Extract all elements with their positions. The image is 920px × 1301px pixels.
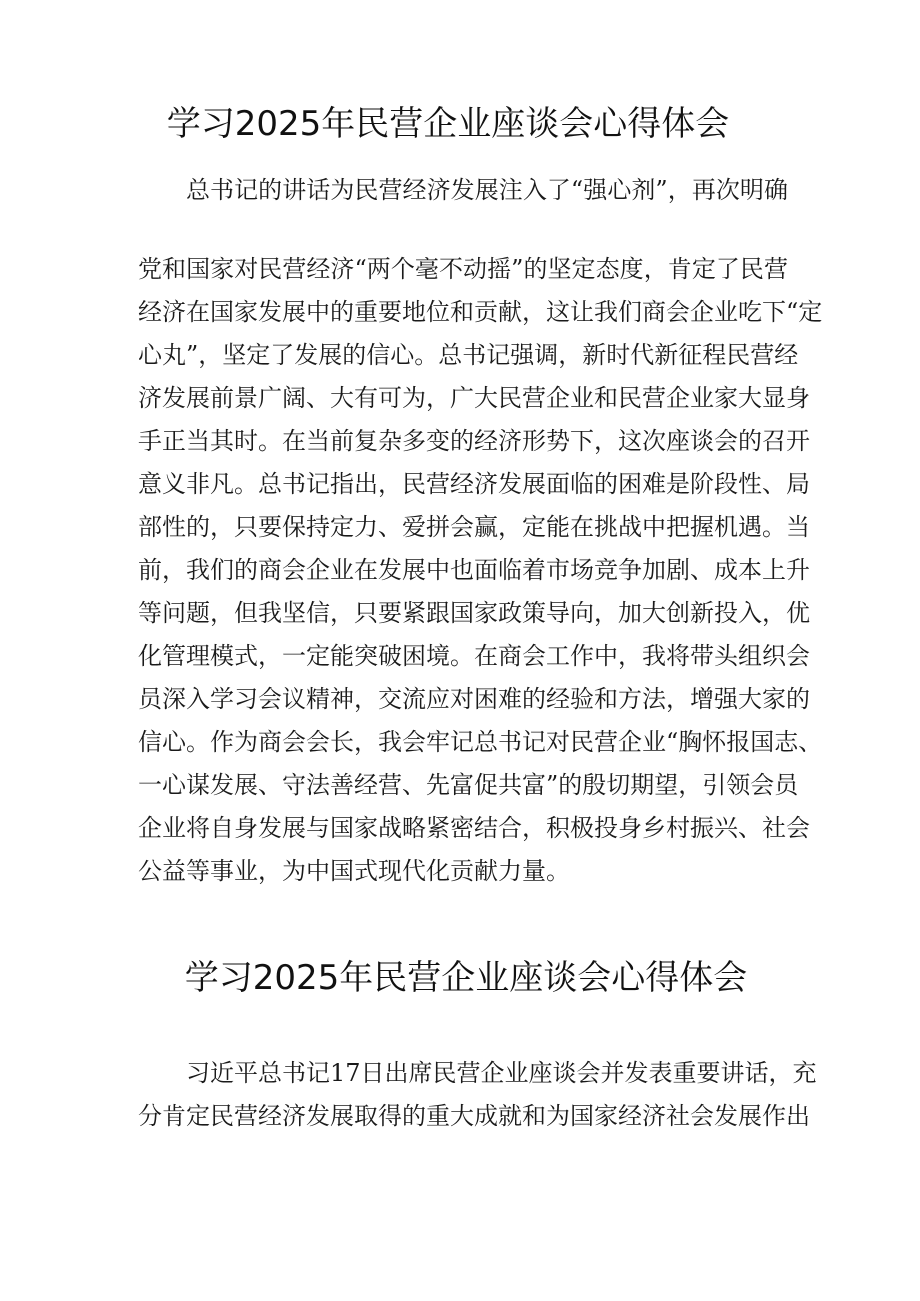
paragraph-line: 一心谋发展、守法善经营、先富促共富”的殷切期望，引领会员	[138, 771, 799, 799]
paragraph-line: 企业将自身发展与国家战略紧密结合，积极投身乡村振兴、社会	[138, 814, 810, 842]
paragraph-line: 济发展前景广阔、大有可为，广大民营企业和民营企业家大显身	[138, 384, 810, 412]
article-2-title: 学习2025年民营企业座谈会心得体会	[184, 958, 748, 998]
paragraph-line: 分肯定民营经济发展取得的重大成就和为国家经济社会发展作出	[138, 1102, 810, 1130]
paragraph-line: 员深入学习会议精神，交流应对困难的经验和方法，增强大家的	[138, 685, 810, 713]
paragraph-line: 习近平总书记17日出席民营企业座谈会并发表重要讲话，充	[186, 1059, 817, 1087]
paragraph-line: 总书记的讲话为民营经济发展注入了“强心剂”，再次明确	[186, 176, 788, 204]
paragraph-line: 意义非凡。总书记指出，民营经济发展面临的困难是阶段性、局	[138, 470, 810, 498]
paragraph-line: 信心。作为商会会长，我会牢记总书记对民营企业“胸怀报国志、	[138, 728, 823, 756]
paragraph-line: 公益等事业，为中国式现代化贡献力量。	[138, 857, 570, 885]
paragraph-line: 经济在国家发展中的重要地位和贡献，这让我们商会企业吃下“定	[138, 298, 823, 326]
article-1-title: 学习2025年民营企业座谈会心得体会	[166, 104, 730, 144]
paragraph-line: 手正当其时。在当前复杂多变的经济形势下，这次座谈会的召开	[138, 427, 810, 455]
paragraph-line: 部性的，只要保持定力、爱拼会赢，定能在挑战中把握机遇。当	[138, 513, 810, 541]
paragraph-line: 党和国家对民营经济“两个毫不动摇”的坚定态度，肯定了民营	[138, 255, 788, 283]
paragraph-line: 化管理模式，一定能突破困境。在商会工作中，我将带头组织会	[138, 642, 810, 670]
paragraph-line: 等问题，但我坚信，只要紧跟国家政策导向，加大创新投入，优	[138, 599, 810, 627]
paragraph-line: 心丸”，坚定了发展的信心。总书记强调，新时代新征程民营经	[138, 341, 799, 369]
paragraph-line: 前，我们的商会企业在发展中也面临着市场竞争加剧、成本上升	[138, 556, 810, 584]
